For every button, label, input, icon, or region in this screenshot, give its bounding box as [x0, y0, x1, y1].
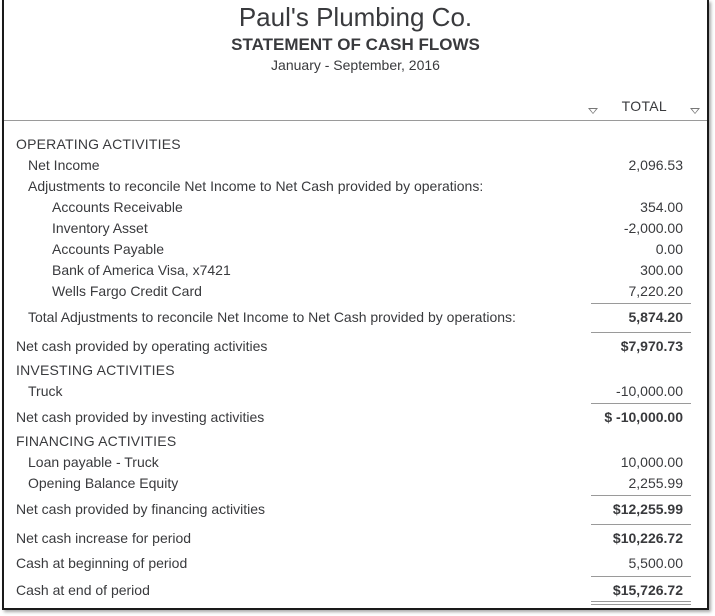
section-heading-investing — [4, 362, 707, 382]
row-amount[interactable]: 5,500.00 — [628, 555, 683, 571]
row-total-adjustments[interactable] — [4, 309, 707, 329]
row-amount[interactable]: 2,096.53 — [628, 157, 683, 173]
row-amount[interactable]: $ -10,000.00 — [604, 409, 683, 425]
row-label: Net cash provided by operating activities — [16, 338, 268, 354]
report-title: STATEMENT OF CASH FLOWS — [231, 35, 480, 54]
row-label: FINANCING ACTIVITIES — [16, 433, 177, 449]
row-label: Cash at end of period — [16, 582, 150, 598]
row-amount[interactable]: $12,255.99 — [612, 501, 683, 517]
row-cash-beginning[interactable] — [4, 555, 707, 575]
row-loan-payable[interactable] — [4, 454, 707, 474]
row-net-financing[interactable] — [4, 501, 707, 521]
row-label: Accounts Payable — [52, 241, 165, 257]
row-label: INVESTING ACTIVITIES — [16, 362, 175, 378]
row-amount[interactable]: -10,000.00 — [616, 383, 683, 399]
row-net-investing[interactable] — [4, 409, 707, 429]
row-label: Net Income — [28, 157, 100, 173]
row-amount[interactable]: 2,255.99 — [628, 475, 683, 491]
section-heading-financing — [4, 433, 707, 453]
row-amount[interactable]: $7,970.73 — [620, 338, 683, 354]
row-accounts-payable[interactable] — [4, 241, 707, 261]
sort-down-icon[interactable] — [690, 108, 700, 114]
subtotal-rule — [591, 403, 691, 404]
row-label: Opening Balance Equity — [28, 475, 179, 491]
row-cash-end[interactable] — [4, 582, 707, 602]
company-name: Paul's Plumbing Co. — [238, 2, 473, 32]
row-wells-fargo[interactable] — [4, 283, 707, 303]
subtotal-rule — [591, 303, 691, 304]
subtotal-rule — [591, 332, 691, 333]
row-amount[interactable]: $10,226.72 — [612, 530, 683, 546]
section-heading-operating — [4, 136, 707, 156]
row-label: Wells Fargo Credit Card — [52, 283, 202, 299]
row-truck[interactable] — [4, 383, 707, 403]
row-net-cash-increase[interactable] — [4, 530, 707, 550]
row-opening-balance-equity[interactable] — [4, 475, 707, 495]
row-inventory-asset[interactable] — [4, 220, 707, 240]
row-amount[interactable]: -2,000.00 — [623, 220, 683, 236]
row-label: Truck — [28, 383, 63, 399]
row-amount[interactable]: 0.00 — [655, 241, 683, 257]
row-amount[interactable]: $15,726.72 — [612, 582, 683, 598]
column-header — [4, 98, 707, 121]
row-boa-visa[interactable] — [4, 262, 707, 282]
row-amount[interactable]: 5,874.20 — [628, 309, 683, 325]
row-label: Loan payable - Truck — [28, 454, 159, 470]
subtotal-rule — [591, 524, 691, 525]
subtotal-rule — [591, 576, 691, 577]
row-label: Cash at beginning of period — [16, 555, 188, 571]
row-label: Net cash increase for period — [16, 530, 192, 546]
sort-down-icon[interactable] — [588, 108, 598, 114]
row-amount[interactable]: 7,220.20 — [628, 283, 683, 299]
row-label: Bank of America Visa, x7421 — [52, 262, 231, 278]
row-adjustments-heading — [4, 178, 707, 198]
subtotal-rule — [591, 495, 691, 496]
row-label: Inventory Asset — [52, 220, 148, 236]
row-net-income[interactable] — [4, 157, 707, 177]
row-amount[interactable]: 10,000.00 — [620, 454, 683, 470]
row-net-operating[interactable] — [4, 338, 707, 358]
total-column-header[interactable]: TOTAL — [621, 98, 667, 114]
row-label: Net cash provided by investing activities — [16, 409, 265, 425]
cash-flow-report — [2, 0, 709, 610]
row-label: Total Adjustments to reconcile Net Income to Net Cash provided by operations: — [28, 309, 516, 325]
row-amount[interactable]: 354.00 — [640, 199, 683, 215]
row-label: Adjustments to reconcile Net Income to Net Cash provided by operations: — [28, 178, 484, 194]
row-label: OPERATING ACTIVITIES — [16, 136, 181, 152]
row-label: Accounts Receivable — [52, 199, 183, 215]
report-period: January - September, 2016 — [271, 57, 440, 73]
row-amount[interactable]: 300.00 — [640, 262, 683, 278]
row-accounts-receivable[interactable] — [4, 199, 707, 219]
row-label: Net cash provided by financing activities — [16, 501, 266, 517]
grand-total-double-rule — [591, 601, 691, 605]
